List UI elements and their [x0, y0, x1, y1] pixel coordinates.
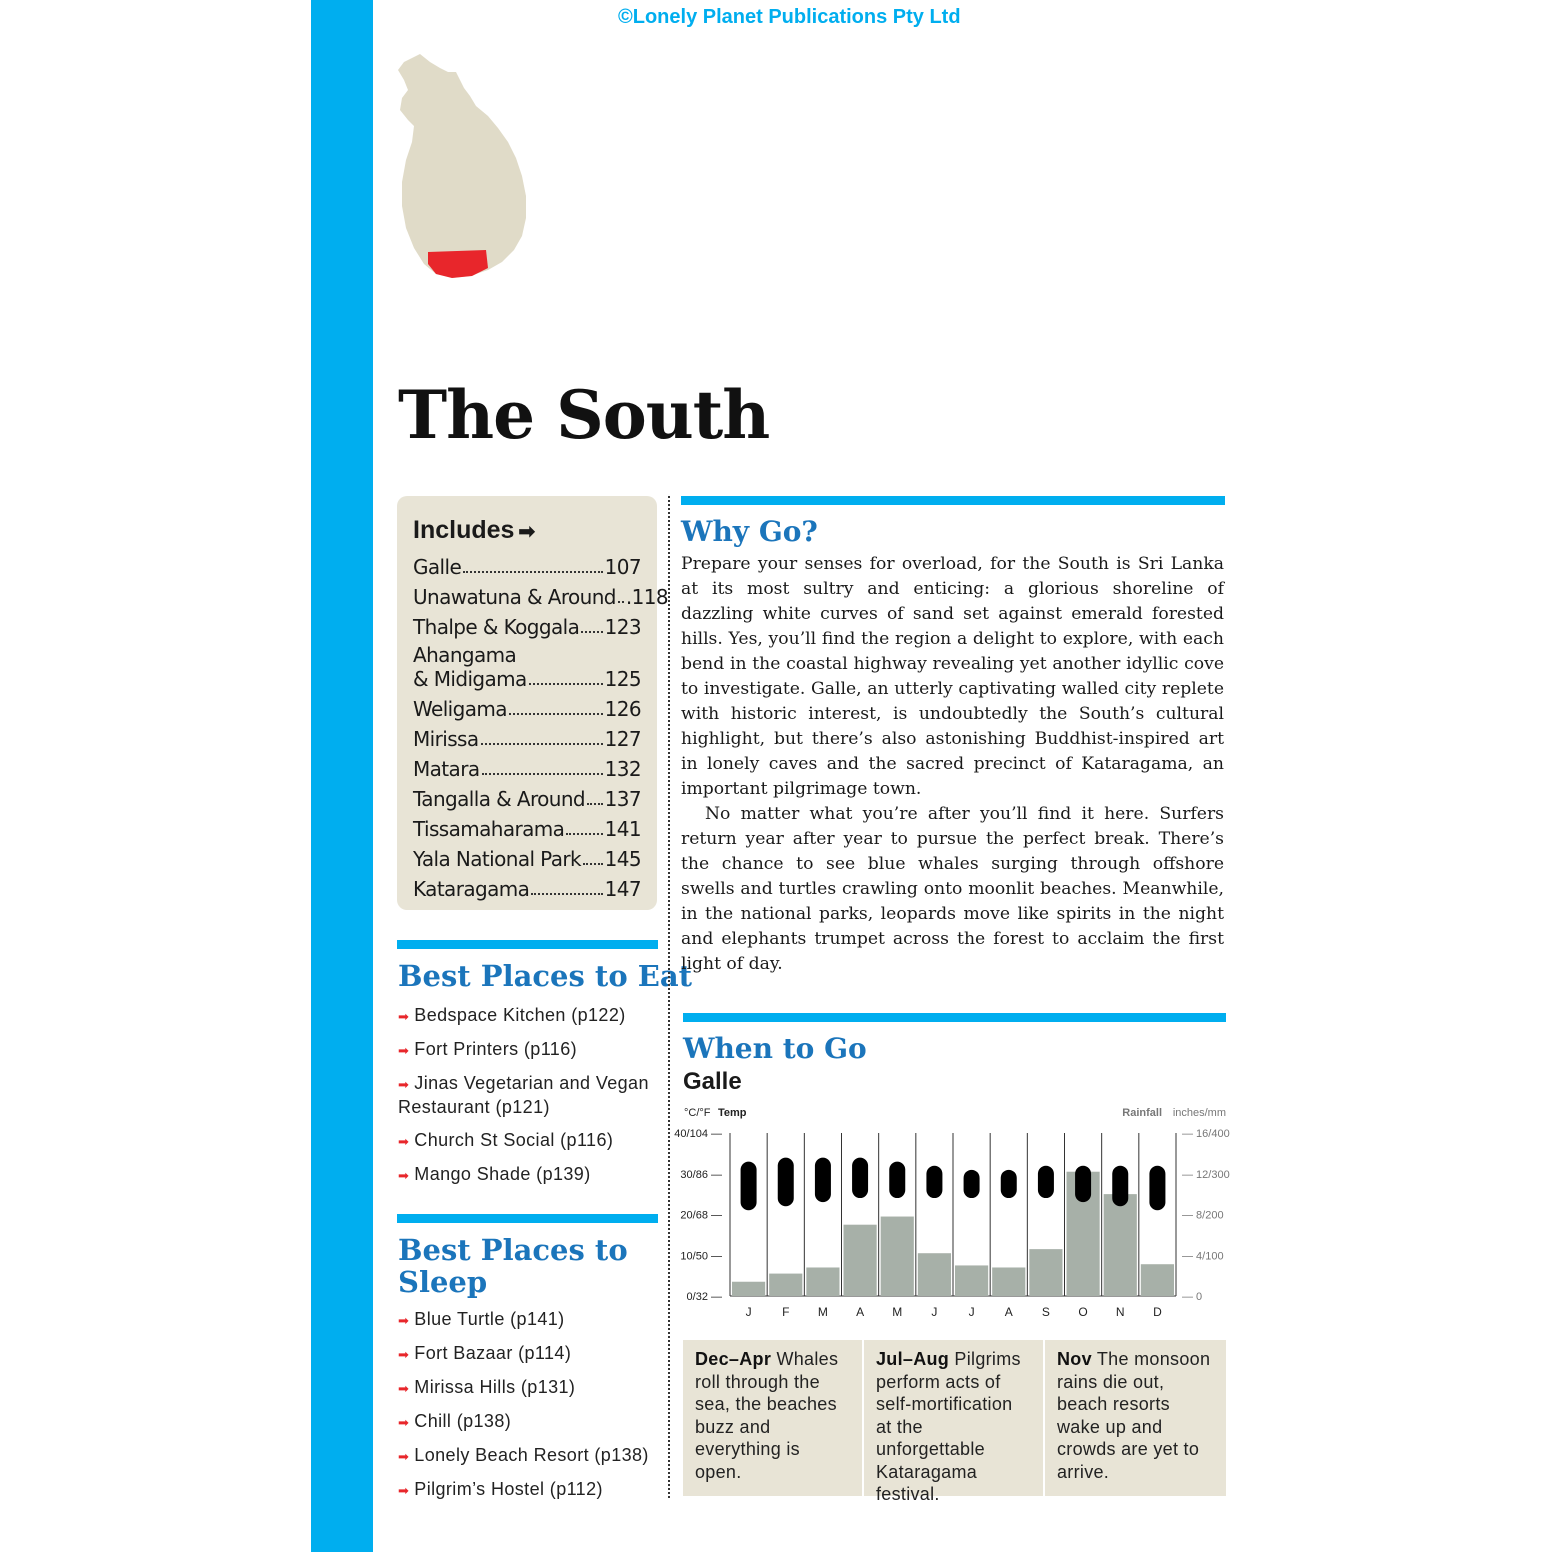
toc-item-page: 145 — [604, 847, 641, 871]
list-item-text: Pilgrim’s Hostel (p112) — [414, 1479, 603, 1499]
season-label: Nov — [1057, 1349, 1092, 1369]
toc-item-page: 126 — [604, 697, 641, 721]
toc-item-name: Weligama — [413, 697, 507, 721]
includes-heading — [413, 516, 641, 545]
list-item-text: Jinas Vegetarian and Vegan Restaurant (p121) — [398, 1073, 649, 1117]
list-item-text: Chill (p138) — [414, 1411, 512, 1431]
season-text: Whales roll through the sea, the beaches buzz and everything is open. — [695, 1349, 839, 1482]
right-tick-label: — 0 — [1182, 1291, 1203, 1303]
month-tick-label: M — [892, 1305, 903, 1319]
month-tick-label: J — [745, 1305, 752, 1319]
arrow-right-icon: ➡ — [518, 521, 536, 543]
toc-item-name-line1: Ahangama — [413, 643, 517, 667]
climate-chart — [674, 1100, 1230, 1325]
eat-heading: Best Places to Eat — [398, 959, 693, 993]
toc-leader-dots — [509, 713, 603, 715]
rainfall-bar — [881, 1217, 914, 1296]
season-text: Pilgrims perform acts of self-mortification at the unforgettable Kataragama festival. — [876, 1349, 1021, 1504]
toc-item-mirissa[interactable] — [413, 721, 641, 751]
why-go-rule — [681, 496, 1225, 505]
toc-item-page: 123 — [604, 615, 641, 639]
toc-leader-dots — [581, 631, 602, 633]
toc-leader-dots — [481, 743, 603, 745]
month-tick-label: S — [1041, 1305, 1050, 1319]
list-item-text: Mango Shade (p139) — [414, 1164, 591, 1184]
rainfall-bar — [806, 1267, 839, 1296]
toc-item-matara[interactable] — [413, 751, 641, 781]
toc-item-page: 137 — [604, 787, 641, 811]
eat-section-rule — [397, 940, 658, 949]
season-label: Dec–Apr — [695, 1349, 772, 1369]
eat-list — [398, 1004, 660, 1197]
month-tick-label: J — [968, 1305, 975, 1319]
toc-item-weligama[interactable] — [413, 691, 641, 721]
toc-item-name: Unawatuna & Around — [413, 585, 616, 609]
rainfall-bar — [992, 1267, 1025, 1296]
left-axis-label: Temp — [718, 1107, 747, 1119]
why-go-paragraph: No matter what you’re after you’ll find it here. Surfers return year after year to pursue the perfect break. There’s the chance to see blue whales surging through offshore swells and turtles crawling onto moonlit beaches. Meanwhile, in the national parks, leopards move like spirits in the night and elephants trumpet across the forest to acclaim the first light of day. — [681, 804, 1224, 974]
month-tick-label: A — [856, 1305, 865, 1319]
toc-item-page: 125 — [604, 667, 641, 691]
season-text: The monsoon rains die out, beach resorts wake up and crowds are yet to arrive. — [1057, 1349, 1211, 1482]
includes-box — [397, 496, 669, 910]
season-label: Jul–Aug — [876, 1349, 950, 1369]
page-title: The South — [398, 376, 770, 454]
left-color-bar — [311, 0, 373, 1552]
rainfall-bar — [732, 1282, 765, 1296]
right-tick-label: — 4/100 — [1182, 1250, 1224, 1263]
season-box-jul-aug — [864, 1340, 1043, 1504]
list-item[interactable] — [398, 1478, 660, 1502]
toc-item-name: Mirissa — [413, 727, 479, 751]
toc-item-page: 147 — [604, 877, 641, 901]
toc-leader-dots — [583, 863, 603, 865]
month-tick-label: N — [1115, 1305, 1125, 1319]
toc-item-name: Tangalla & Around — [413, 787, 586, 811]
toc-item-name: Thalpe & Koggala — [413, 615, 580, 639]
sleep-heading — [398, 1234, 628, 1298]
toc-leader-dots — [463, 571, 602, 573]
toc-leader-dots — [566, 833, 602, 835]
chart-city-name: Galle — [683, 1068, 742, 1095]
list-item[interactable] — [398, 1376, 660, 1400]
left-tick-label: 0/32 — — [686, 1291, 722, 1303]
sleep-list — [398, 1308, 660, 1512]
left-tick-label: 10/50 — — [680, 1250, 722, 1263]
left-tick-label: 20/68 — — [680, 1209, 722, 1222]
toc-item-tissamaharama[interactable] — [413, 811, 641, 841]
month-tick-label: D — [1153, 1305, 1162, 1319]
toc-item-thalpe[interactable] — [413, 609, 641, 639]
toc-item-name-line2: & Midigama — [413, 667, 527, 691]
toc-item-name: Tissamaharama — [413, 817, 565, 841]
toc-item-name: Yala National Park — [413, 847, 582, 871]
arrow-bullet-icon: ➡ — [398, 1043, 410, 1058]
right-tick-label: — 8/200 — [1182, 1209, 1224, 1222]
month-tick-label: A — [1004, 1305, 1013, 1319]
list-item-text: Fort Printers (p116) — [414, 1039, 578, 1059]
list-item[interactable] — [398, 1410, 660, 1434]
list-item-text: Bedspace Kitchen (p122) — [414, 1005, 626, 1025]
toc-item-tangalla[interactable] — [413, 781, 641, 811]
toc-item-kataragama[interactable] — [413, 871, 641, 901]
arrow-bullet-icon: ➡ — [398, 1381, 410, 1396]
why-go-paragraph: Prepare your senses for overload, for the South is Sri Lanka at its most sultry and enticing: a glorious shoreline of dazzling white curves of sand set against emerald forested hills. Yes, you’ll find the region a delight to explore, with each bend in the coastal highway revealing yet another idyllic cove to investigate. Galle, an utterly captivating walled city replete with historic interest, is undoubtedly the South’s cultural highlight, but there’s also astonishing Buddhist-inspired art in lonely caves and the sacred precinct of Kataragama, an important pilgrimage town. — [681, 554, 1224, 799]
list-item[interactable] — [398, 1308, 660, 1332]
toc-item-name: Kataragama — [413, 877, 530, 901]
arrow-bullet-icon: ➡ — [398, 1009, 410, 1024]
list-item[interactable] — [398, 1342, 660, 1366]
toc-item-page: 132 — [604, 757, 641, 781]
list-item[interactable] — [398, 1129, 660, 1153]
rainfall-bar — [1141, 1264, 1174, 1296]
toc-item-name — [413, 643, 527, 691]
arrow-bullet-icon: ➡ — [398, 1077, 410, 1092]
includes-heading-text: Includes — [413, 516, 515, 544]
sleep-section-rule — [397, 1214, 658, 1223]
toc-item-page: 141 — [604, 817, 641, 841]
list-item-text: Mirissa Hills (p131) — [414, 1377, 576, 1397]
when-to-go-rule — [683, 1013, 1226, 1022]
left-tick-label: 30/86 — — [680, 1168, 722, 1181]
right-axis-label: Rainfall — [1122, 1107, 1162, 1119]
toc-item-ahangama[interactable] — [413, 639, 641, 691]
month-tick-label: F — [782, 1305, 790, 1319]
season-box-nov — [1045, 1340, 1226, 1496]
copyright-notice: ©Lonely Planet Publications Pty Ltd — [618, 6, 961, 28]
list-item-text: Blue Turtle (p141) — [414, 1309, 565, 1329]
list-item-text: Lonely Beach Resort (p138) — [414, 1445, 649, 1465]
arrow-bullet-icon: ➡ — [398, 1347, 410, 1362]
list-item[interactable] — [398, 1038, 660, 1062]
toc-leader-dots — [531, 893, 602, 895]
toc-leader-dots — [482, 773, 603, 775]
list-item[interactable] — [398, 1163, 660, 1187]
toc-leader-dots — [529, 683, 603, 685]
why-go-body — [681, 552, 1224, 977]
list-item[interactable] — [398, 1444, 660, 1468]
left-axis-label-units: °C/°F — [684, 1107, 711, 1119]
rainfall-bar — [918, 1253, 951, 1296]
list-item[interactable] — [398, 1004, 660, 1028]
month-tick-label: M — [817, 1305, 828, 1319]
toc-leader-dots — [587, 803, 603, 805]
arrow-bullet-icon: ➡ — [398, 1168, 410, 1183]
toc-item-page: 107 — [604, 555, 641, 579]
left-tick-label: 40/104 — — [674, 1128, 722, 1140]
rainfall-bar — [955, 1265, 988, 1296]
arrow-bullet-icon: ➡ — [398, 1134, 410, 1149]
list-item[interactable] — [398, 1072, 660, 1119]
toc-item-page: 127 — [604, 727, 641, 751]
arrow-bullet-icon: ➡ — [398, 1415, 410, 1430]
why-go-heading: Why Go? — [681, 515, 818, 548]
month-tick-label: O — [1078, 1305, 1088, 1319]
toc-item-unawatuna[interactable] — [413, 579, 669, 609]
sri-lanka-locator-map-icon — [390, 50, 540, 290]
list-item-text: Church St Social (p116) — [414, 1130, 614, 1150]
arrow-bullet-icon: ➡ — [398, 1483, 410, 1498]
rainfall-bar — [844, 1225, 877, 1296]
rainfall-bar — [1029, 1249, 1062, 1296]
toc-item-page: .118 — [625, 585, 669, 609]
right-axis-label-units: inches/mm — [1172, 1107, 1226, 1119]
right-tick-label: — 12/300 — [1182, 1168, 1230, 1181]
sleep-heading-line2: Sleep — [398, 1265, 488, 1299]
list-item-text: Fort Bazaar (p114) — [414, 1343, 572, 1363]
toc-item-galle[interactable] — [413, 549, 641, 579]
arrow-bullet-icon: ➡ — [398, 1313, 410, 1328]
season-box-dec-apr — [683, 1340, 862, 1496]
right-tick-label: — 16/400 — [1182, 1128, 1230, 1140]
arrow-bullet-icon: ➡ — [398, 1449, 410, 1464]
toc-item-name: Galle — [413, 555, 462, 579]
toc-item-name: Matara — [413, 757, 480, 781]
column-divider — [668, 496, 670, 1498]
toc-item-yala[interactable] — [413, 841, 641, 871]
rainfall-bar — [769, 1274, 802, 1296]
rainfall-bar — [1104, 1194, 1137, 1296]
month-tick-label: J — [931, 1305, 938, 1319]
toc-leader-dots — [618, 601, 624, 603]
when-to-go-heading: When to Go — [683, 1032, 867, 1065]
sleep-heading-line1: Best Places to — [398, 1233, 628, 1267]
